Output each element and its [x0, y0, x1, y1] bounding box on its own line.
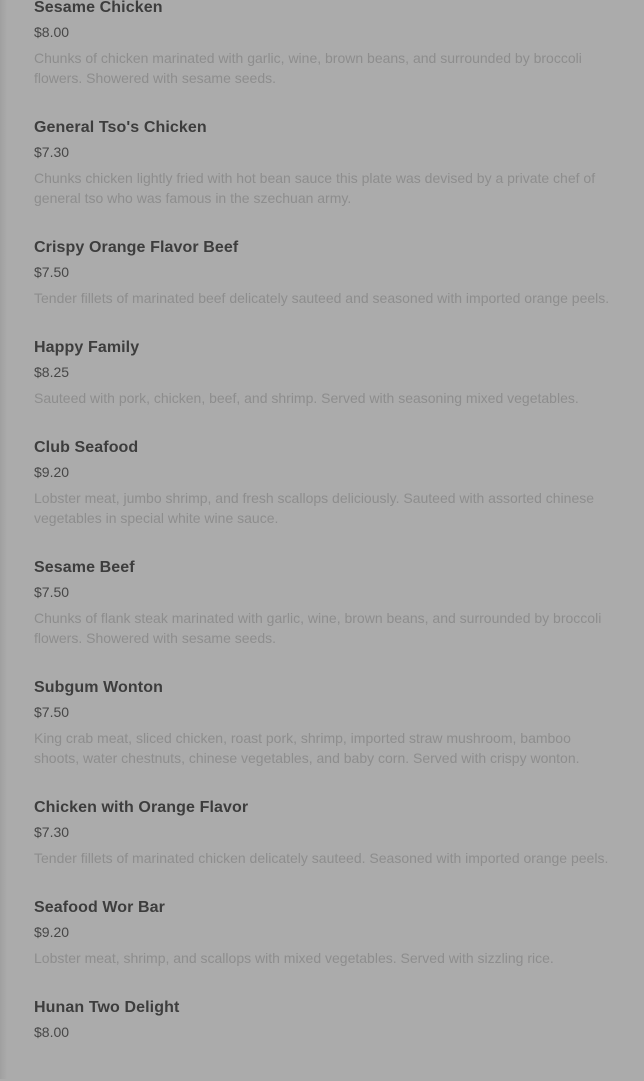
menu-item-price: $9.20: [34, 924, 70, 940]
menu-item[interactable]: [34, 438, 612, 528]
menu-item[interactable]: [34, 118, 612, 208]
menu-item-price: $9.20: [34, 464, 70, 480]
menu-item-description: Tender fillets of marinated beef delicately sauteed and seasoned with imported orange peels.: [34, 290, 610, 306]
menu-item-title: Crispy Orange Flavor Beef: [34, 239, 239, 256]
menu-item-title: Sesame Chicken: [34, 0, 163, 16]
menu-item-price: $7.50: [34, 584, 70, 600]
menu-item-price: $8.00: [34, 24, 70, 40]
menu-item[interactable]: [34, 238, 612, 308]
menu-item[interactable]: [34, 0, 612, 88]
menu-item-title: Seafood Wor Bar: [34, 899, 165, 916]
menu-item-description: Chunks of chicken marinated with garlic, wine, brown beans, and surrounded by broccoli flowers. Showered with sesame seeds.: [34, 50, 582, 86]
menu-item-price: $7.30: [34, 824, 70, 840]
menu-item-title: Subgum Wonton: [34, 679, 163, 696]
menu-item-description: Chunks of flank steak marinated with garlic, wine, brown beans, and surrounded by broccoli flowers. Showered with sesame seeds.: [34, 610, 602, 646]
menu-item-title: Sesame Beef: [34, 559, 135, 576]
menu-item-price: $7.30: [34, 144, 70, 160]
menu-item-price: $8.00: [34, 1024, 70, 1040]
menu-item[interactable]: [34, 558, 612, 648]
menu-item-description: Lobster meat, jumbo shrimp, and fresh scallops deliciously. Sauteed with assorted chinese vegetables in special white wine sauce.: [34, 490, 595, 526]
menu-item[interactable]: [34, 898, 612, 968]
menu-item-description: Sauteed with pork, chicken, beef, and shrimp. Served with seasoning mixed vegetables.: [34, 390, 579, 406]
menu-item-title: Happy Family: [34, 339, 140, 356]
menu-item-title: General Tso's Chicken: [34, 119, 207, 136]
menu-item-description: King crab meat, sliced chicken, roast pork, shrimp, imported straw mushroom, bamboo shoots, water chestnuts, chinese vegetables, and baby corn. Served with crispy wonton.: [34, 730, 580, 766]
menu-item[interactable]: [34, 798, 612, 868]
menu-item-description: Tender fillets of marinated chicken delicately sauteed. Seasoned with imported orange peels.: [34, 850, 609, 866]
menu-item-title: Chicken with Orange Flavor: [34, 799, 249, 816]
menu-item-title: Club Seafood: [34, 439, 139, 456]
menu-item[interactable]: [34, 338, 612, 408]
menu-item-price: $8.25: [34, 364, 70, 380]
menu-item[interactable]: [34, 998, 612, 1042]
menu-item-price: $7.50: [34, 704, 70, 720]
menu-item-price: $7.50: [34, 264, 70, 280]
menu-item-description: Chunks chicken lightly fried with hot bean sauce this plate was devised by a private chef of general tso who was famous in the szechuan army.: [34, 170, 596, 206]
menu-item-title: Hunan Two Delight: [34, 999, 180, 1016]
menu-item-description: Lobster meat, shrimp, and scallops with mixed vegetables. Served with sizzling rice.: [34, 950, 554, 966]
menu-item[interactable]: [34, 678, 612, 768]
